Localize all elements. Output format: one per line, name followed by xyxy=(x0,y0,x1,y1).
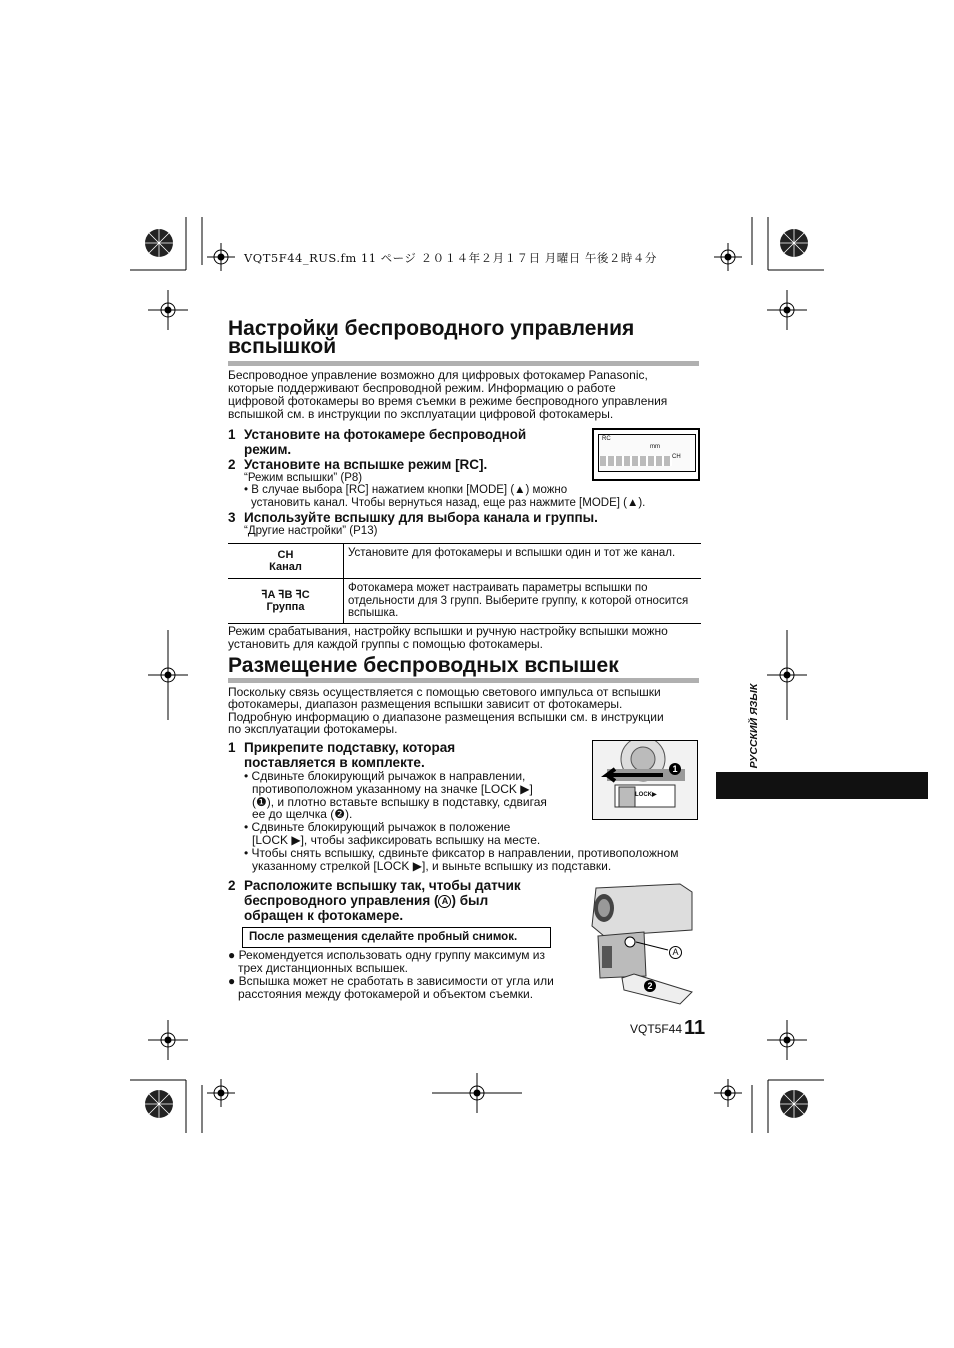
step-text-with-marker xyxy=(244,893,521,908)
callout-1: 1 xyxy=(669,763,681,775)
step-ref: “Режим вспышки” (P8) xyxy=(244,472,363,484)
step-bullet: • Сдвиньте блокирующий рычажок в положение xyxy=(244,820,511,834)
step-text: Прикрепите подставку, которая xyxy=(244,740,456,755)
step-number: 3 xyxy=(228,510,236,525)
after-table-line: установить для каждой группы с помощью фотокамеры. xyxy=(228,637,543,651)
table-key xyxy=(228,579,344,624)
table-key xyxy=(228,544,344,579)
test-shot-note: После размещения сделайте пробный снимок. xyxy=(242,927,551,948)
step-number: 2 xyxy=(228,457,236,472)
step-bullet: противоположном указанному на значке [LOCK ▶] xyxy=(252,782,533,796)
step-number: 1 xyxy=(228,740,236,755)
table-desc: Фотокамера может настраивать параметры вспышки по отдельности для 3 групп. Выберите группу, к которой относится вспышка. xyxy=(344,579,702,624)
intro-line: Поскольку связь осуществляется с помощью светового импульса от вспышки xyxy=(228,685,661,699)
step-text: Используйте вспышку для выбора канала и группы. xyxy=(244,510,598,525)
step-text: Установите на фотокамере беспроводной xyxy=(244,427,527,442)
flash-on-stand-figure xyxy=(584,880,696,1010)
step-text: Расположите вспышку так, чтобы датчик xyxy=(244,878,521,893)
marker-a: A xyxy=(669,946,682,959)
doc-code: VQT5F44 xyxy=(630,1022,683,1036)
step-3 xyxy=(228,510,598,525)
lcd-ch-label: CH xyxy=(672,454,681,460)
section-title-placement: Размещение беспроводных вспышек xyxy=(228,654,619,677)
channel-group-table xyxy=(228,543,701,624)
step-text: беспроводного управления ( xyxy=(244,893,439,908)
bullet: расстояния между фотокамерой и объектом съемки. xyxy=(238,987,534,1001)
shoe-illustration xyxy=(593,741,697,819)
step-ref: “Другие настройки” (P13) xyxy=(244,525,378,537)
step-bullet: установить канал. Чтобы вернуться назад, еще раз нажмите [MODE] (▲). xyxy=(251,497,646,509)
section-rule xyxy=(228,678,699,683)
intro-line: Подробную информацию о диапазоне размещения вспышки см. в инструкции xyxy=(228,710,664,724)
section-title-wireless-line2: вспышкой xyxy=(228,335,337,358)
after-table-line: Режим срабатывания, настройку вспышки и ручную настройку вспышки можно xyxy=(228,624,668,638)
file-meta: VQT5F44_RUS.fm 11 ページ ２０１４年２月１７日 月曜日 午後２時４分 xyxy=(244,251,657,265)
step-text: Установите на вспышке режим [RC]. xyxy=(244,457,488,472)
intro-line: по эксплуатации фотокамеры. xyxy=(228,722,398,736)
step-bullet: • В случае выбора [RC] нажатием кнопки [MODE] (▲) можно xyxy=(244,484,568,496)
lock-label: LOCK▶ xyxy=(635,792,657,798)
step-text: режим. xyxy=(244,442,292,457)
table-row xyxy=(228,544,701,579)
bullet: ● Рекомендуется использовать одну группу максимум из xyxy=(228,948,545,962)
lcd-rc-label: RC xyxy=(602,436,611,442)
step-number: 2 xyxy=(228,878,236,893)
key-label: Канал xyxy=(269,561,302,573)
step-text: ) был xyxy=(451,893,489,908)
step-bullet: указанному стрелкой [LOCK ▶], и выньте вспышку из подставки. xyxy=(252,859,612,873)
table-desc: Установите для фотокамеры и вспышки один и тот же канал. xyxy=(344,544,702,579)
step-number: 1 xyxy=(228,427,236,442)
section-rule xyxy=(228,361,699,366)
section-title-wireless: Настройки беспроводного управления xyxy=(228,317,635,340)
intro-line: цифровой фотокамеры во время съемки в режиме беспроводного управления xyxy=(228,394,668,408)
step-bullet: • Сдвиньте блокирующий рычажок в направлении, xyxy=(244,769,526,783)
key-label: Группа xyxy=(266,601,305,613)
intro-line: вспышкой см. в инструкции по эксплуатации цифровой фотокамеры. xyxy=(228,407,614,421)
key-label: CH xyxy=(277,548,294,561)
step-bullet: • Чтобы снять вспышку, сдвиньте фиксатор в направлении, противоположном xyxy=(244,846,679,860)
flash-lcd-illustration xyxy=(592,428,700,481)
bullet: ● Вспышка может не сработать в зависимости от угла или xyxy=(228,974,554,988)
marker-a: A xyxy=(438,895,451,908)
intro-line: которые поддерживают беспроводной режим. Информацию о работе xyxy=(228,381,616,395)
step-text: обращен к фотокамере. xyxy=(244,908,404,923)
step-bullet: [LOCK ▶], чтобы зафиксировать вспышку на месте. xyxy=(252,833,541,847)
step-bullet: (❶), и плотно вставьте вспышку в подставку, сдвигая xyxy=(252,795,547,809)
language-label: РУССКИЙ ЯЗЫК xyxy=(748,683,760,769)
step-1 xyxy=(228,740,456,770)
page-number: 11 xyxy=(684,1017,706,1039)
step-bullet: ее до щелчка (❷). xyxy=(252,807,353,821)
step-2 xyxy=(228,457,488,472)
shoe-attach-figure xyxy=(592,740,698,820)
intro-line: Беспроводное управление возможно для цифровых фотокамер Panasonic, xyxy=(228,368,648,382)
step-1 xyxy=(228,427,527,457)
step-text: поставляется в комплекте. xyxy=(244,755,425,770)
table-row xyxy=(228,579,701,624)
callout-2: 2 xyxy=(644,980,656,992)
lcd-mm-label: mm xyxy=(650,444,660,450)
key-label: ꟻA ꟻB ꟻC xyxy=(261,588,310,601)
step-2 xyxy=(228,878,521,923)
intro-line: фотокамеры, диапазон размещения вспышки зависит от фотокамеры. xyxy=(228,697,623,711)
bullet: трех дистанционных вспышек. xyxy=(238,961,408,975)
language-tab xyxy=(716,772,928,799)
